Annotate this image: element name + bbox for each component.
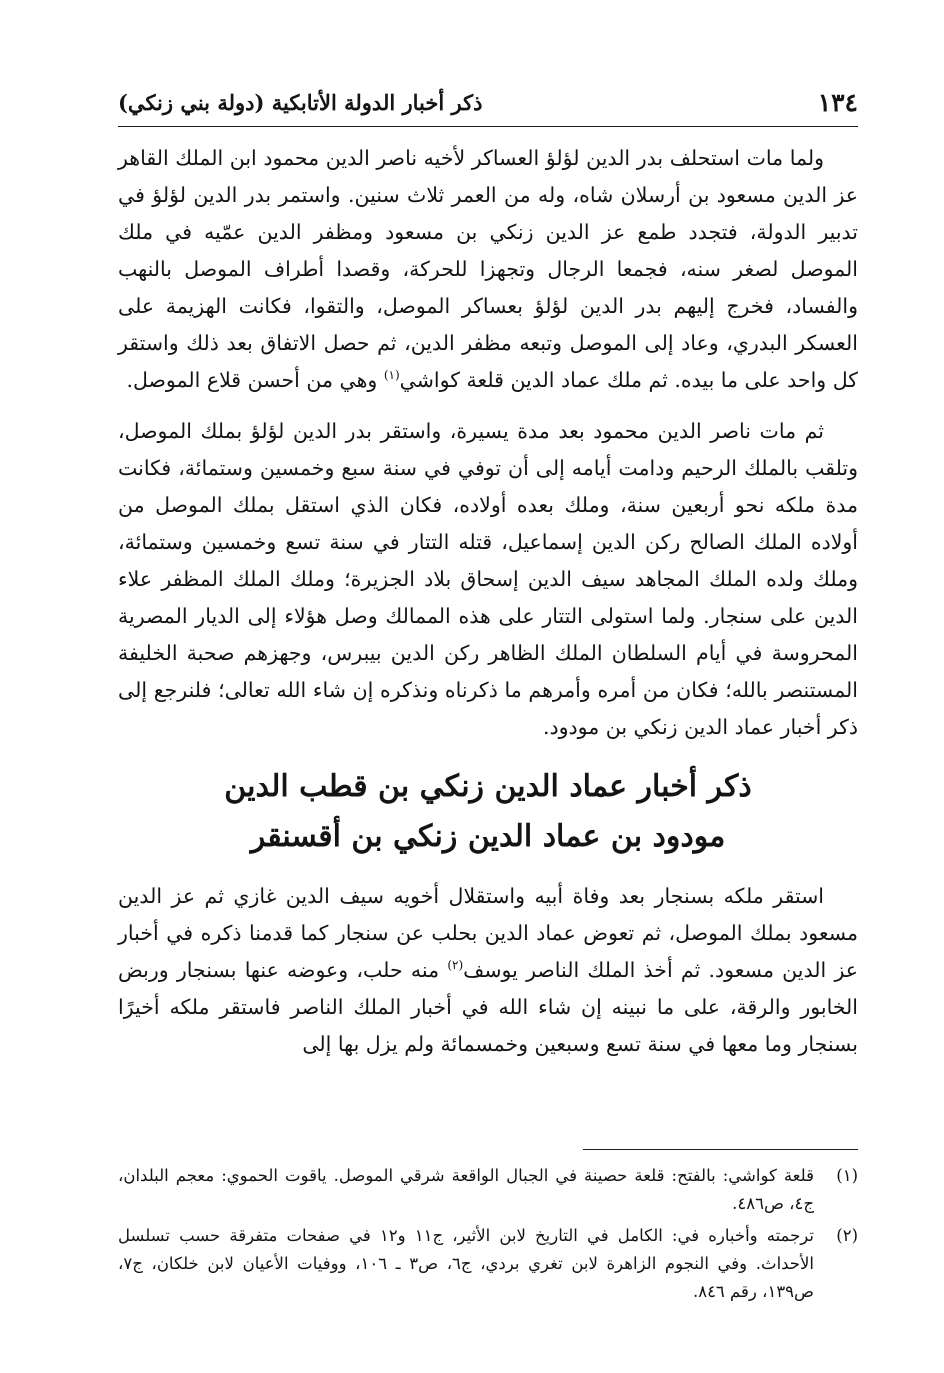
footnotes	[118, 1162, 858, 1310]
footnote-reference: (٢)	[447, 958, 464, 973]
paragraph-text: استقر ملكه بسنجار بعد وفاة أبيه واستقلال أخويه سيف الدين غازي ثم عز الدين مسعود بملك الموصل، ثم تعوض عماد الدين بحلب عن سنجار كما قدمنا ذكره في أخبار عز الدين مسعود. ثم أخذ الملك الناصر يوسف	[118, 884, 858, 982]
section-heading	[118, 762, 858, 862]
page-number: ١٣٤	[817, 87, 858, 117]
paragraph-text: ولما مات استحلف بدر الدين لؤلؤ العساكر لأخيه ناصر الدين محمود ابن الملك القاهر عز الدين مسعود بن أرسلان شاه، وله من العمر ثلاث سنين. واستمر بدر الدين لؤلؤ في تدبير الدولة، فتجدد طمع عز الدين زنكي بن مسعود ومظفر الدين عمّيه في ملك الموصل لصغر سنه، فجمعا الرجال وتجهزا للحركة، وقصدا أطراف الموصل بالنهب والفساد، فخرج إليهم بدر الدين لؤلؤ بعساكر الموصل، والتقوا، فكانت الهزيمة على العسكر البدري، وعاد إلى الموصل وتبعه مظفر الدين، ثم حصل الاتفاق بعد ذلك واستقر كل واحد على ما بيده. ثم ملك عماد الدين قلعة كواشي	[118, 146, 858, 392]
footnote-text: قلعة كواشي: بالفتح: قلعة حصينة في الجبال الواقعة شرقي الموصل. ياقوت الحموي: معجم البلدان، ج٤، ص٤٨٦.	[118, 1166, 814, 1213]
section-heading-line: مودود بن عماد الدين زنكي بن أقسنقر	[250, 819, 726, 854]
paragraph	[118, 878, 858, 1063]
paragraph	[118, 413, 858, 746]
running-title: ذكر أخبار الدولة الأتابكية (دولة بني زنكي)	[118, 89, 483, 115]
paragraph-text: ثم مات ناصر الدين محمود بعد مدة يسيرة، واستقر بدر الدين لؤلؤ بملك الموصل، وتلقب بالملك الرحيم ودامت أيامه إلى أن توفي في سنة سبع وخمسين وستمائة، فكانت مدة ملكه نحو أربعين سنة، وملك بعده أولاده، فكان الذي استقل بملك الموصل من أولاده الملك الصالح ركن الدين إسماعيل، قتله التتار في سنة تسع وخمسين وستمائة، وملك ولده الملك المجاهد سيف الدين إسحاق بلاد الجزيرة؛ وملك الملك المظفر علاء الدين على سنجار. ولما استولى التتار على هذه الممالك وصل هؤلاء إلى الديار المصرية المحروسة في أيام السلطان الملك الظاهر ركن الدين بيبرس، وجهزهم صحبة الخليفة المستنصر بالله؛ فكان من أمره وأمرهم ما ذكرناه ونذكره إن شاء الله تعالى؛ فلنرجع إلى ذكر أخبار عماد الدين زنكي بن مودود.	[118, 419, 858, 739]
section-heading-line: ذكر أخبار عماد الدين زنكي بن قطب الدين	[224, 769, 752, 804]
paragraph-text: منه حلب، وعوضه عنها بسنجار وربض الخابور والرقة، على ما نبينه إن شاء الله في أخبار الملك الناصر فاستقر ملكه أخيرًا بسنجار وما معها في سنة تسع وسبعين وخمسمائة ولم يزل بها إلى	[118, 958, 858, 1056]
footnote	[118, 1162, 858, 1218]
paragraph	[118, 140, 858, 399]
paragraph-text: وهي من أحسن قلاع الموصل.	[126, 368, 384, 392]
footnote-number: (٢)	[836, 1226, 858, 1245]
main-text	[118, 140, 858, 1063]
footnote-reference: (١)	[383, 368, 400, 383]
footnote	[118, 1222, 858, 1306]
footnote-text: ترجمته وأخباره في: الكامل في التاريخ لابن الأثير، ج١١ و١٢ في صفحات متفرقة حسب تسلسل الأحداث. وفي النجوم الزاهرة لابن تغري بردي، ج٦، ص٣ ـ ١٠٦، ووفيات الأعيان لابن خلكان، ج٧، ص١٣٩، رقم ٨٤٦.	[118, 1226, 815, 1301]
footnote-number: (١)	[836, 1166, 858, 1185]
footnote-separator	[583, 1149, 858, 1150]
running-header	[118, 78, 858, 127]
